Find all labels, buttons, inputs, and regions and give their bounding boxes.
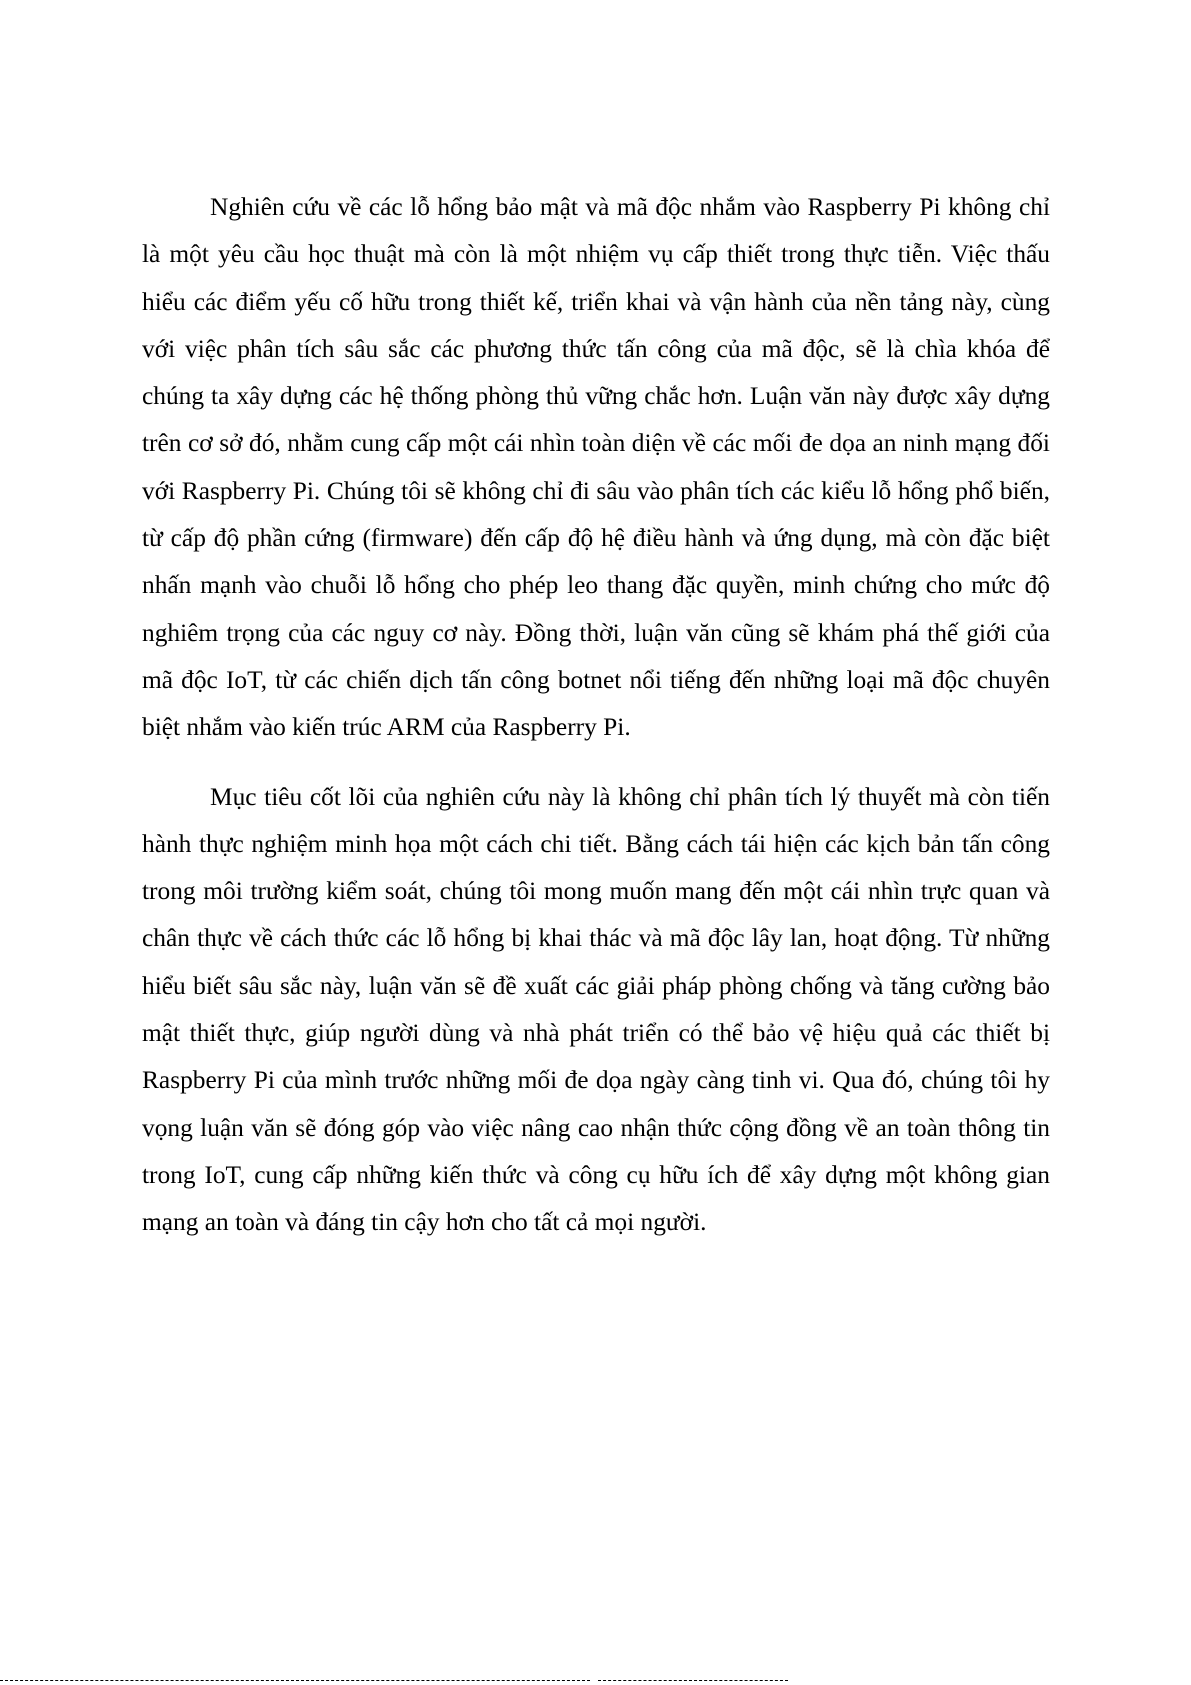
paragraph-1: Nghiên cứu về các lỗ hổng bảo mật và mã độc nhắm vào Raspberry Pi không chỉ là một yêu cầu học thuật mà còn là một nhiệm vụ cấp thiết trong thực tiễn. Việc thấu hiểu các điểm yếu cố hữu trong thiết kế, triển khai và vận hành của nền tảng này, cùng với việc phân tích sâu sắc các phương thức tấn công của mã độc, sẽ là chìa khóa để chúng ta xây dựng các hệ thống phòng thủ vững chắc hơn. Luận văn này được xây dựng trên cơ sở đó, nhằm cung cấp một cái nhìn toàn diện về các mối đe dọa an ninh mạng đối với Raspberry Pi. Chúng tôi sẽ không chỉ đi sâu vào phân tích các kiểu lỗ hổng phổ biến, từ cấp độ phần cứng (firmware) đến cấp độ hệ điều hành và ứng dụng, mà còn đặc biệt nhấn mạnh vào chuỗi lỗ hổng cho phép leo thang đặc quyền, minh chứng cho mức độ nghiêm trọng của các nguy cơ này. Đồng thời, luận văn cũng sẽ khám phá thế giới của mã độc IoT, từ các chiến dịch tấn công botnet nổi tiếng đến những loại mã độc chuyên biệt nhắm vào kiến trúc ARM của Raspberry Pi. <box>142 193 1050 742</box>
paragraph-2: Mục tiêu cốt lõi của nghiên cứu này là không chỉ phân tích lý thuyết mà còn tiến hành thực nghiệm minh họa một cách chi tiết. Bằng cách tái hiện các kịch bản tấn công trong môi trường kiểm soát, chúng tôi mong muốn mang đến một cái nhìn trực quan và chân thực về cách thức các lỗ hổng bị khai thác và mã độc lây lan, hoạt động. Từ những hiểu biết sâu sắc này, luận văn sẽ đề xuất các giải pháp phòng chống và tăng cường bảo mật thiết thực, giúp người dùng và nhà phát triển có thể bảo vệ hiệu quả các thiết bị Raspberry Pi của mình trước những mối đe dọa ngày càng tinh vi. Qua đó, chúng tôi hy vọng luận văn sẽ đóng góp vào việc nâng cao nhận thức cộng đồng về an toàn thông tin trong IoT, cung cấp những kiến thức và công cụ hữu ích để xây dựng một không gian mạng an toàn và đáng tin cậy hơn cho tất cả mọi người. <box>142 782 1050 1237</box>
body-text <box>142 184 1050 1247</box>
footer-rule-right <box>598 1680 788 1681</box>
footer-rule-left <box>0 1680 590 1681</box>
